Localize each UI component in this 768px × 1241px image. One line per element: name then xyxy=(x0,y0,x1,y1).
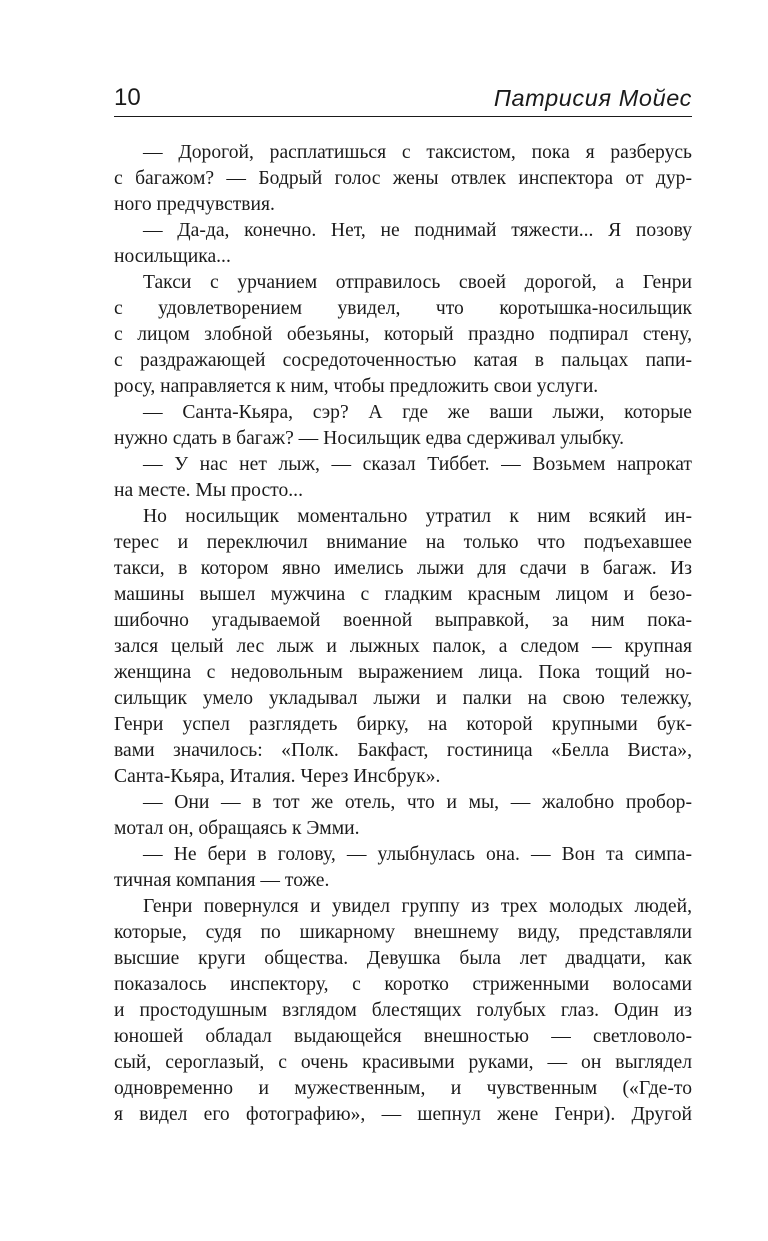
text-line: Такси с урчанием отправилось своей дорогой, а Генри xyxy=(143,272,692,293)
text-line: одновременно и мужественным, и чувственным («Где-то xyxy=(114,1078,692,1099)
text-line: терес и переключил внимание на только что подъехавшее xyxy=(114,532,692,553)
text-line: с багажом? — Бодрый голос жены отвлек инспектора от дур- xyxy=(114,168,692,189)
text-line: — Они — в тот же отель, что и мы, — жалобно пробор- xyxy=(143,792,692,813)
text-line: нужно сдать в багаж? — Носильщик едва сдерживал улыбку. xyxy=(114,428,625,449)
text-line: Генри успел разглядеть бирку, на которой крупными бук- xyxy=(114,714,692,735)
text-line: и простодушным взглядом блестящих голубых глаз. Один из xyxy=(114,1000,692,1021)
paragraph xyxy=(114,894,692,1128)
text-line: — Не бери в голову, — улыбнулась она. — Вон та симпа- xyxy=(143,844,692,865)
text-line: — Да-да, конечно. Нет, не поднимай тяжести... Я позову xyxy=(143,220,692,241)
text-line: шибочно угадываемой военной выправкой, за ним пока- xyxy=(114,610,692,631)
page-number: 10 xyxy=(114,84,141,111)
paragraph xyxy=(114,270,692,400)
text-line: юношей обладал выдающейся внешностью — светловоло- xyxy=(114,1026,692,1047)
paragraph xyxy=(114,842,692,894)
paragraph xyxy=(114,790,692,842)
text-line: — Дорогой, расплатишься с таксистом, пока я разберусь xyxy=(143,142,692,163)
running-header-author: Патрисия Мойес xyxy=(493,85,692,111)
text-line: с лицом злобной обезьяны, который праздно подпирал стену, xyxy=(114,324,692,345)
text-line: зался целый лес лыж и лыжных палок, а следом — крупная xyxy=(114,636,692,657)
running-header xyxy=(114,82,692,117)
text-line: показалось инспектору, с коротко стриженными волосами xyxy=(114,974,692,995)
text-line: росу, направляется к ним, чтобы предложить свои услуги. xyxy=(114,376,599,397)
text-line: тичная компания — тоже. xyxy=(114,870,330,891)
text-line: я видел его фотографию», — шепнул жене Генри). Другой xyxy=(114,1104,692,1125)
text-line: такси, в котором явно имелись лыжи для сдачи в багаж. Из xyxy=(114,558,692,579)
paragraph xyxy=(114,452,692,504)
paragraph xyxy=(114,218,692,270)
paragraph xyxy=(114,504,692,790)
text-line: высшие круги общества. Девушка была лет двадцати, как xyxy=(114,948,692,969)
text-line: с удовлетворением увидел, что коротышка-носильщик xyxy=(114,298,692,319)
text-line: — Санта-Кьяра, сэр? А где же ваши лыжи, которые xyxy=(143,402,692,423)
text-line: сый, сероглазый, с очень красивыми руками, — он выглядел xyxy=(114,1052,692,1073)
text-line: Санта-Кьяра, Италия. Через Инсбрук». xyxy=(114,766,441,787)
text-line: которые, судя по шикарному внешнему виду, представляли xyxy=(114,922,692,943)
text-line: сильщик умело укладывал лыжи и палки на свою тележку, xyxy=(114,688,692,709)
text-line: ного предчувствия. xyxy=(114,194,275,215)
text-line: женщина с недовольным выражением лица. Пока тощий но- xyxy=(114,662,692,683)
paragraph xyxy=(114,400,692,452)
text-line: носильщика... xyxy=(114,246,231,267)
text-line: с раздражающей сосредоточенностью катая в пальцах папи- xyxy=(114,350,692,371)
text-line: вами значилось: «Полк. Бакфаст, гостиница «Белла Виста», xyxy=(114,740,692,761)
text-line: мотал он, обращаясь к Эмми. xyxy=(114,818,360,839)
text-line: машины вышел мужчина с гладким красным лицом и безо- xyxy=(114,584,692,605)
text-line: — У нас нет лыж, — сказал Тиббет. — Возьмем напрокат xyxy=(143,454,692,475)
text-line: Но носильщик моментально утратил к ним всякий ин- xyxy=(143,506,692,527)
paragraph xyxy=(114,140,692,218)
text-line: на месте. Мы просто... xyxy=(114,480,303,501)
text-line: Генри повернулся и увидел группу из трех молодых людей, xyxy=(143,896,692,917)
body-text xyxy=(114,140,692,1128)
